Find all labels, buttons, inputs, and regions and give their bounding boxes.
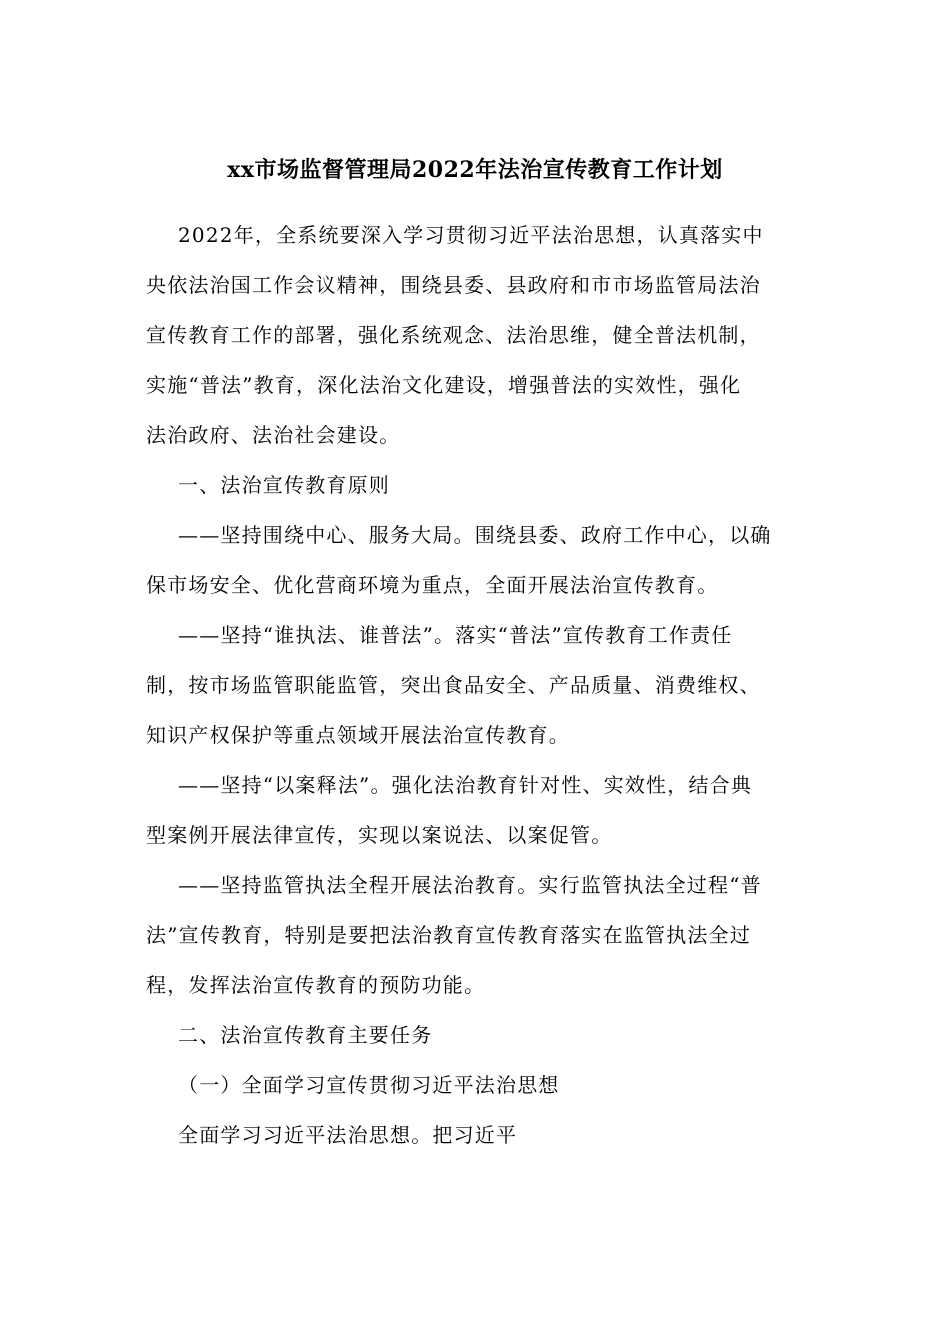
section-heading-2: 二、法治宣传教育主要任务 [178, 1023, 433, 1047]
paragraph-line-final: 全面学习习近平法治思想。把习近平 [178, 1123, 518, 1147]
document-title: xx市场监督管理局2022年法治宣传教育工作计划 [227, 157, 723, 183]
section-heading-1: 一、法治宣传教育原则 [178, 473, 390, 497]
paragraph-line-2: 央依法治国工作会议精神，围绕县委、县政府和市市场监管局法治 [146, 273, 761, 297]
subsection-heading-1: （一）全面学习宣传贯彻习近平法治思想 [178, 1073, 560, 1097]
principle-4-line-2: 法”宣传教育，特别是要把法治教育宣传教育落实在监管执法全过 [146, 923, 752, 947]
paragraph-line-4: 实施“普法”教育，深化法治文化建设，增强普法的实效性，强化 [146, 373, 742, 397]
principle-3-line-2: 型案例开展法律宣传，实现以案说法、以案促管。 [146, 823, 613, 847]
principle-1-line-2: 保市场安全、优化营商环境为重点，全面开展法治宣传教育。 [146, 573, 719, 597]
principle-1-line-1: ——坚持围绕中心、服务大局。围绕县委、政府工作中心，以确 [178, 523, 772, 547]
paragraph-line-1: 2022年，全系统要深入学习贯彻习近平法治思想，认真落实中 [178, 223, 764, 247]
principle-2-line-1: ——坚持“谁执法、谁普法”。落实“普法”宣传教育工作责任 [178, 623, 733, 647]
principle-2-line-3: 知识产权保护等重点领域开展法治宣传教育。 [146, 723, 570, 747]
principle-2-line-2: 制，按市场监管职能监管，突出食品安全、产品质量、消费维权、 [146, 673, 761, 697]
paragraph-line-5: 法治政府、法治社会建设。 [146, 423, 401, 447]
principle-3-line-1: ——坚持“以案释法”。强化法治教育针对性、实效性，结合典 [178, 773, 753, 797]
principle-4-line-1: ——坚持监管执法全程开展法治教育。实行监管执法全过程“普 [178, 873, 762, 897]
paragraph-line-3: 宣传教育工作的部署，强化系统观念、法治思维，健全普法机制， [146, 323, 761, 347]
principle-4-line-3: 程，发挥法治宣传教育的预防功能。 [146, 973, 486, 997]
